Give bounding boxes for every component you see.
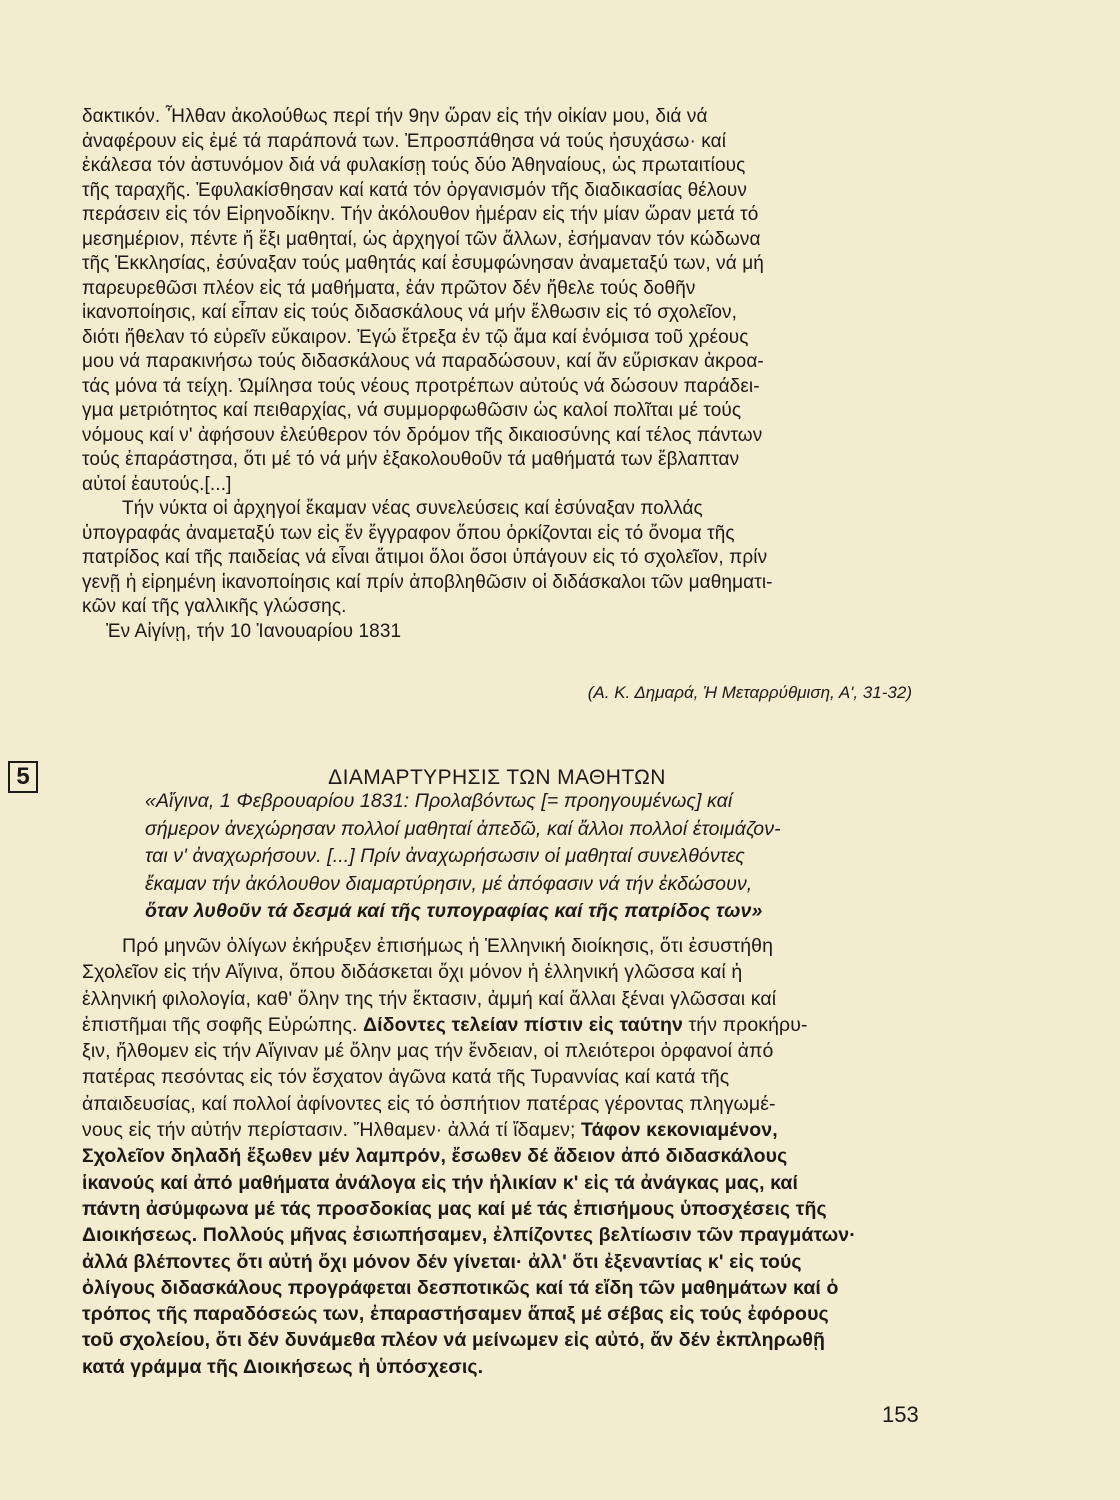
- quote-line: σήμερον ἀνεχώρησαν πολλοί μαθηταί ἀπεδῶ, καί ἄλλοι πολλοί ἑτοιμάζον-: [145, 817, 781, 840]
- text-line: ἀναφέρουν εἰς ἐμέ τά παράπονά των. Ἐπροσπάθησα νά τούς ἡσυχάσω· καί: [82, 130, 727, 152]
- text-line: Σχολεῖον εἰς τήν Αἴγινα, ὅπου διδάσκεται ὄχι μόνον ἡ ἑλληνική γλῶσσα καί ἡ: [82, 961, 743, 984]
- text-line: αὐτοί ἑαυτούς.[...]: [82, 473, 232, 495]
- text-line: διότι ἤθελαν τό εὑρεῖν εὔκαιρον. Ἐγώ ἔτρεξα ἐν τῷ ἅμα καί ἐνόμισα τοῦ χρέους: [82, 326, 749, 348]
- text-line: Πρό μηνῶν ὀλίγων ἐκήρυξεν ἐπισήμως ἡ Ἑλληνική διοίκησις, ὅτι ἐσυστήθη: [122, 935, 774, 957]
- text-line: κατά γράμμα τῆς Διοικήσεως ἡ ὑπόσχεσις.: [82, 1355, 484, 1378]
- text-line: μου νά παρακινήσω τούς διδασκάλους νά παραδώσουν, καί ἄν εὕρισκαν ἀκροα-: [82, 351, 764, 372]
- bold-run: Τάφον κεκονιαμένον,: [581, 1119, 778, 1142]
- signature-line: Ἐν Αἰγίνῃ, τήν 10 Ἰανουαρίου 1831: [106, 620, 402, 642]
- text-line: Σχολεῖον δηλαδή ἔξωθεν μέν λαμπρόν, ἔσωθεν δέ ἄδειον ἀπό διδασκάλους: [82, 1145, 788, 1168]
- protest-text: [82, 933, 912, 1380]
- text-line: ὑπογραφάς ἀναμεταξύ των εἰς ἕν ἔγγραφον ὅπου ὁρκίζονται εἰς τό ὄνομα τῆς: [82, 522, 735, 544]
- text-line: Τήν νύκτα οἱ ἀρχηγοί ἔκαμαν νέας συνελεύσεις καί ἐσύναξαν πολλάς: [122, 498, 703, 519]
- text-line: τάς μόνα τά τείχη. Ὡμίλησα τούς νέους προτρέπων αὐτούς νά δώσουν παράδει-: [82, 375, 760, 397]
- text-line: γενῇ ἡ εἰρημένη ἱκανοποίησις καί πρίν ἀποβληθῶσιν οἱ διδάσκαλοι τῶν μαθηματι-: [82, 571, 773, 593]
- text-line: τῆς Ἐκκλησίας, ἐσύναξαν τούς μαθητάς καί ἐσυμφώνησαν ἀναμεταξύ των, νά μή: [82, 253, 764, 274]
- text-run: νους εἰς τήν αὐτήν περίστασιν. Ἤλθαμεν· ἀλλά τί ἴδαμεν;: [82, 1119, 581, 1142]
- text-line: ἀπαιδευσίας, καί πολλοί ἀφίνοντες εἰς τό ὀσπήτιον πατέρας γέροντας πληγωμέ-: [82, 1092, 776, 1115]
- text-line: ἱκανούς καί ἀπό μαθήματα ἀνάλογα εἰς τήν ἡλικίαν κ' εἰς τά ἀνάγκας μας, καί: [82, 1171, 799, 1194]
- bold-run: Δίδοντες τελείαν πίστιν εἰς ταύτην: [363, 1013, 683, 1036]
- quote-line: ται ν' ἀναχωρήσουν. [...] Πρίν ἀναχωρήσωσιν οἱ μαθηταί συνελθόντες: [145, 845, 745, 867]
- quote-line-bold: ὅταν λυθοῦν τά δεσμά καί τῆς τυπογραφίας καί τῆς πατρίδος των»: [145, 900, 763, 922]
- text-line: [82, 1012, 912, 1038]
- text-line: ὀλίγους διδασκάλους προγράφεται δεσποτικῶς καί τά εἴδη τῶν μαθημάτων καί ὁ: [82, 1276, 839, 1299]
- italic-quote: [145, 788, 925, 926]
- text-line: ἱκανοποίησις, καί εἶπαν εἰς τούς διδασκάλους νά μήν ἔλθωσιν εἰς τό σχολεῖον,: [82, 302, 738, 323]
- text-run: τήν προκήρυ-: [682, 1013, 808, 1036]
- text-line: Διοικήσεως. Πολλούς μῆνας ἐσιωπήσαμεν, ἐλπίζοντες βελτίωσιν τῶν πραγμάτων·: [82, 1224, 856, 1247]
- text-line: ἑλληνική φιλολογία, καθ' ὅλην της τήν ἔκτασιν, ἀμμή καί ἄλλαι ξέναι γλῶσσαι καί: [82, 987, 777, 1010]
- citation: (Α. Κ. Δημαρά, Ἡ Μεταρρύθμιση, Α', 31-32): [587, 683, 912, 702]
- text-line: νόμους καί ν' ἀφήσουν ἐλεύθερον τόν δρόμον τῆς δικαιοσύνης καί τέλος πάντων: [82, 424, 763, 446]
- text-line: [82, 1117, 912, 1143]
- text-line: παρευρεθῶσι πλέον εἰς τά μαθήματα, ἐάν πρῶτον δέν ἤθελε τούς δοθῆν: [82, 277, 696, 299]
- text-line: περάσειν εἰς τόν Εἰρηνοδίκην. Τήν ἀκόλουθον ἡμέραν εἰς τήν μίαν ὥραν μετά τό: [82, 204, 759, 225]
- text-line: πατρίδος καί τῆς παιδείας νά εἶναι ἄτιμοι ὅλοι ὅσοι ὑπάγουν εἰς τό σχολεῖον, πρίν: [82, 547, 768, 568]
- text-line: γμα μετριότητος καί πειθαρχίας, νά συμμορφωθῶσιν ὡς καλοί πολῖται μέ τούς: [82, 400, 742, 421]
- text-line: τοῦ σχολείου, ὅτι δέν δυνάμεθα πλέον νά μείνωμεν εἰς αὐτό, ἄν δέν ἐκπληρωθῇ: [82, 1329, 826, 1352]
- text-line: πάντη ἀσύμφωνα μέ τάς προσδοκίας μας καί μέ τάς ἐπισήμους ὑποσχέσεις τῆς: [82, 1197, 827, 1220]
- text-line: πατέρας πεσόντας εἰς τόν ἔσχατον ἀγῶνα κατά τῆς Τυραννίας καί κατά τῆς: [82, 1066, 730, 1089]
- section-heading: ΔΙΑΜΑΡΤΥΡΗΣΙΣ ΤΩΝ ΜΑΘΗΤΩΝ: [328, 766, 666, 789]
- text-line: ἀλλά βλέποντες ὅτι αὐτή ὄχι μόνον δέν γίνεται· ἀλλ' ὅτι ἐξεναντίας κ' εἰς τούς: [82, 1250, 802, 1273]
- quote-line: «Αἴγινα, 1 Φεβρουαρίου 1831: Προλαβόντως [= προηγουμένως] καί: [145, 790, 733, 812]
- text-line: τούς ἐπαράστησα, ὅτι μέ τό νά μήν ἐξακολουθοῦν τά μαθήματά των ἔβλαπταν: [82, 449, 740, 470]
- page-number: 153: [882, 1402, 919, 1427]
- text-line: ξιν, ἤλθομεν εἰς τήν Αἴγιναν μέ ὅλην μας τήν ἔνδειαν, οἱ πλειότεροι ὀρφανοί ἀπό: [82, 1040, 774, 1063]
- letter-text: [82, 105, 912, 644]
- text-line: ἐκάλεσα τόν ἀστυνόμον διά νά φυλακίσῃ τούς δύο Ἀθηναίους, ὡς πρωταιτίους: [82, 155, 746, 176]
- text-line: τῆς ταραχῆς. Ἐφυλακίσθησαν καί κατά τόν ὀργανισμόν τῆς διαδικασίας θέλουν: [82, 179, 747, 201]
- text-run: ἐπιστῆμαι τῆς σοφῆς Εὐρώπης.: [82, 1013, 364, 1036]
- text-line: δακτικόν. Ἦλθαν ἀκολούθως περί τήν 9ην ὥραν εἰς τήν οἰκίαν μου, διά νά: [82, 106, 708, 127]
- text-line: τρόπος τῆς παραδόσεώς των, ἐπαραστήσαμεν ἅπαξ μέ σέβας εἰς τούς ἐφόρους: [82, 1303, 829, 1326]
- section-number-box: 5: [8, 761, 38, 793]
- quote-line: ἔκαμαν τήν ἀκόλουθον διαμαρτύρησιν, μέ ἀπόφασιν νά τήν ἐκδώσουν,: [145, 872, 753, 895]
- text-line: μεσημέριον, πέντε ἤ ἕξι μαθηταί, ὡς ἀρχηγοί τῶν ἄλλων, ἐσήμαναν τόν κώδωνα: [82, 228, 761, 250]
- text-line: κῶν καί τῆς γαλλικῆς γλώσσης.: [82, 596, 347, 617]
